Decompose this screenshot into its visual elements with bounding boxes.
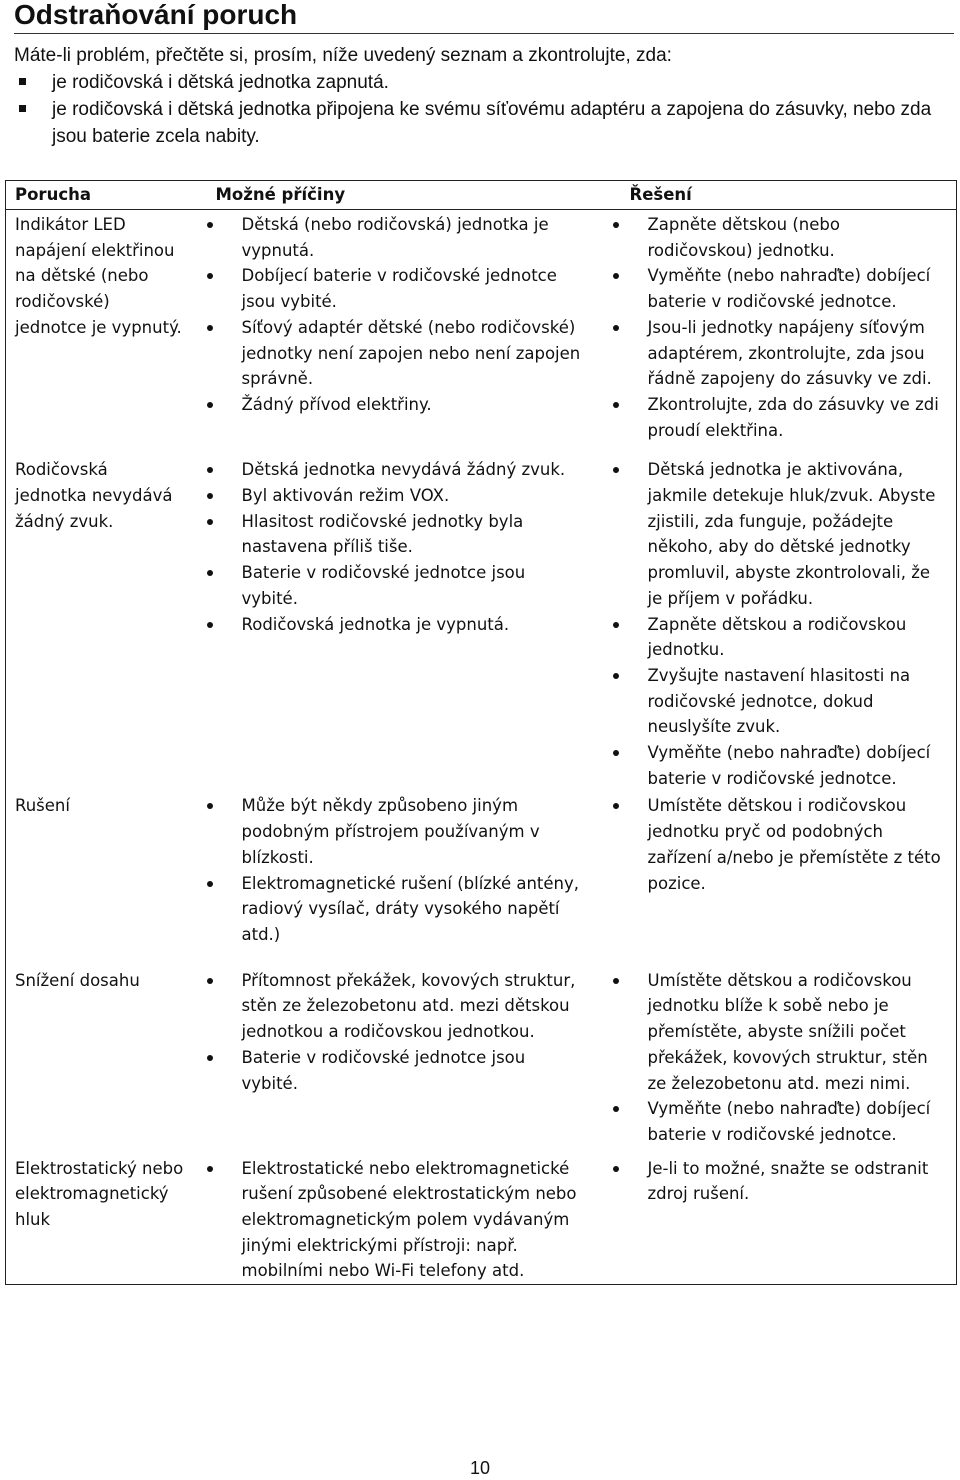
solution-item-text: Dětská jednotka je aktivována, jakmile detekuje hluk/zvuk. Abyste zjistili, zda funguje, požádejte někoho, aby do dětské jednotky promluvil, abyste zkontrolovali, že je příjem v pořádku.	[647, 460, 936, 608]
intro-item	[14, 69, 954, 96]
causes-list	[190, 793, 582, 947]
cause-item-text: Hlasitost rodičovské jednotky byla nastavena příliš tiše.	[241, 511, 524, 557]
problem-cell: Rušení	[6, 791, 190, 965]
bullet-icon	[207, 622, 213, 628]
causes-list	[190, 968, 582, 1097]
bullet-icon	[613, 622, 619, 628]
bullet-icon	[613, 402, 619, 408]
cause-item	[190, 212, 582, 263]
causes-list	[190, 457, 582, 637]
solution-item	[588, 612, 949, 663]
solution-item	[588, 263, 949, 314]
bullet-icon	[613, 803, 619, 809]
cause-item	[190, 793, 582, 870]
solution-item-text: Je-li to možné, snažte se odstranit zdroj rušení.	[647, 1158, 929, 1204]
solutions-cell	[588, 455, 957, 791]
problem-cell: Elektrostatický nebo elektromagnetický hluk	[6, 1154, 190, 1285]
solution-item	[588, 793, 949, 896]
solution-item-text: Zvyšujte nastavení hlasitosti na rodičovské jednotce, dokud neuslyšíte zvuk.	[647, 665, 911, 737]
cause-item-text: Elektromagnetické rušení (blízké antény, radiový vysílač, dráty vysokého napětí atd.)	[241, 873, 579, 944]
solutions-list	[588, 793, 949, 896]
table-row	[6, 455, 957, 791]
solutions-cell	[588, 1154, 957, 1285]
intro-checklist	[14, 69, 954, 150]
cause-item-text: Síťový adaptér dětské (nebo rodičovské) jednotky není zapojen nebo není zapojen správně.	[241, 317, 581, 389]
troubleshooting-table	[5, 180, 957, 1285]
solution-item-text: Umístěte dětskou i rodičovskou jednotku pryč od podobných zařízení a/nebo je přemístěte z této pozice.	[647, 796, 941, 893]
causes-cell	[190, 455, 588, 791]
problem-cell: Indikátor LED napájení elektřinou na dětské (nebo rodičovské) jednotce je vypnutý.	[6, 210, 190, 456]
solution-item-text: Zapněte dětskou (nebo rodičovskou) jednotku.	[647, 215, 840, 260]
bullet-icon	[207, 978, 213, 984]
table-body	[6, 210, 957, 1285]
bullet-icon	[207, 325, 213, 331]
bullet-icon	[207, 273, 213, 279]
cause-item-text: Byl aktivován režim VOX.	[241, 486, 450, 506]
bullet-icon	[613, 325, 619, 331]
causes-cell	[190, 1154, 588, 1285]
table-header-row	[6, 181, 957, 210]
header-solutions: Řešení	[588, 181, 957, 210]
cause-item	[190, 968, 582, 1045]
intro-lead: Máte-li problém, přečtěte si, prosím, níže uvedený seznam a zkontrolujte, zda:	[14, 45, 672, 66]
cause-item-text: Dětská jednotka nevydává žádný zvuk.	[241, 460, 566, 480]
cause-item	[190, 612, 582, 638]
bullet-icon	[613, 750, 619, 756]
bullet-icon	[207, 402, 213, 408]
solutions-list	[588, 968, 949, 1148]
bullet-icon	[613, 273, 619, 279]
intro-section	[14, 42, 954, 150]
bullet-icon	[207, 222, 213, 228]
cause-item	[190, 1045, 582, 1096]
header-problem: Porucha	[6, 181, 190, 210]
solution-item-text: Zkontrolujte, zda do zásuvky ve zdi proudí elektřina.	[647, 394, 939, 440]
solution-item	[588, 315, 949, 392]
solutions-list	[588, 212, 949, 443]
cause-item-text: Může být někdy způsobeno jiným podobným přístrojem používaným v blízkosti.	[241, 796, 540, 867]
bullet-icon	[613, 673, 619, 679]
cause-item	[190, 483, 582, 509]
causes-cell	[190, 210, 588, 456]
solution-item-text: Vyměňte (nebo nahraďte) dobíjecí baterie v rodičovské jednotce.	[647, 266, 931, 312]
causes-list	[190, 1156, 582, 1285]
table-row	[6, 966, 957, 1154]
cause-item-text: Elektrostatické nebo elektromagnetické rušení způsobené elektrostatickým nebo elektromagnetickým polem vydávaným jinými elektrickými přístroji: např. mobilními nebo Wi-Fi telefony atd.	[241, 1158, 577, 1281]
bullet-icon	[207, 570, 213, 576]
bullet-icon	[207, 1055, 213, 1061]
solutions-cell	[588, 791, 957, 965]
cause-item-text: Žádný přívod elektřiny.	[241, 394, 432, 414]
causes-cell	[190, 966, 588, 1154]
bullet-icon	[207, 881, 213, 887]
solution-item-text: Vyměňte (nebo nahraďte) dobíjecí baterie v rodičovské jednotce.	[647, 1099, 931, 1144]
page-title: Odstraňování poruch	[14, 0, 298, 30]
bullet-icon	[613, 1106, 619, 1112]
problem-cell: Snížení dosahu	[6, 966, 190, 1154]
solution-item	[588, 212, 949, 263]
solution-item	[588, 1156, 949, 1207]
title-divider	[14, 33, 954, 34]
solution-item	[588, 663, 949, 740]
cause-item	[190, 509, 582, 560]
cause-item	[190, 263, 582, 314]
bullet-icon	[613, 467, 619, 473]
table-row	[6, 1154, 957, 1285]
cause-item	[190, 315, 582, 392]
cause-item-text: Dobíjecí baterie v rodičovské jednotce jsou vybité.	[241, 266, 557, 312]
cause-item	[190, 457, 582, 483]
cause-item-text: Dětská (nebo rodičovská) jednotka je vypnutá.	[241, 215, 549, 260]
solution-item-text: Jsou-li jednotky napájeny síťovým adaptérem, zkontrolujte, zda jsou řádně zapojeny do zásuvky ve zdi.	[647, 317, 932, 389]
bullet-icon	[207, 467, 213, 473]
solution-item-text: Vyměňte (nebo nahraďte) dobíjecí baterie v rodičovské jednotce.	[647, 743, 931, 788]
bullet-icon	[207, 493, 213, 499]
cause-item	[190, 560, 582, 611]
header-causes: Možné příčiny	[190, 181, 588, 210]
bullet-icon	[613, 1166, 619, 1172]
cause-item-text: Rodičovská jednotka je vypnutá.	[241, 614, 510, 634]
square-bullet-icon	[19, 78, 26, 85]
problem-cell: Rodičovská jednotka nevydává žádný zvuk.	[6, 455, 190, 791]
solutions-cell	[588, 966, 957, 1154]
cause-item	[190, 392, 582, 418]
bullet-icon	[207, 1166, 213, 1172]
bullet-icon	[613, 978, 619, 984]
solution-item-text: Zapněte dětskou a rodičovskou jednotku.	[647, 614, 907, 660]
bullet-icon	[613, 222, 619, 228]
solution-item	[588, 392, 949, 443]
table-row	[6, 791, 957, 965]
table-row	[6, 210, 957, 456]
causes-list	[190, 212, 582, 418]
page-number: 10	[469, 1458, 491, 1478]
square-bullet-icon	[19, 105, 26, 112]
cause-item-text: Přítomnost překážek, kovových struktur, stěn ze železobetonu atd. mezi dětskou jednotkou a rodičovskou jednotkou.	[241, 970, 576, 1042]
solution-item	[588, 457, 949, 611]
solutions-list	[588, 457, 949, 791]
cause-item	[190, 871, 582, 948]
cause-item	[190, 1156, 582, 1285]
intro-item-text: je rodičovská i dětská jednotka připojena ke svému síťovému adaptéru a zapojena do zásuvky, nebo zda jsou baterie zcela nabity.	[52, 99, 932, 147]
solutions-cell	[588, 210, 957, 456]
intro-item-text: je rodičovská i dětská jednotka zapnutá.	[52, 72, 389, 93]
causes-cell	[190, 791, 588, 965]
bullet-icon	[207, 803, 213, 809]
solution-item	[588, 968, 949, 1097]
solution-item-text: Umístěte dětskou a rodičovskou jednotku blíže k sobě nebo je přemístěte, abyste snížili počet překážek, kovových struktur, stěn ze železobetonu atd. mezi nimi.	[647, 970, 928, 1093]
intro-item	[14, 96, 954, 150]
cause-item-text: Baterie v rodičovské jednotce jsou vybité.	[241, 1047, 526, 1093]
cause-item-text: Baterie v rodičovské jednotce jsou vybité.	[241, 563, 526, 608]
solutions-list	[588, 1156, 949, 1207]
solution-item	[588, 740, 949, 791]
solution-item	[588, 1096, 949, 1147]
bullet-icon	[207, 519, 213, 525]
